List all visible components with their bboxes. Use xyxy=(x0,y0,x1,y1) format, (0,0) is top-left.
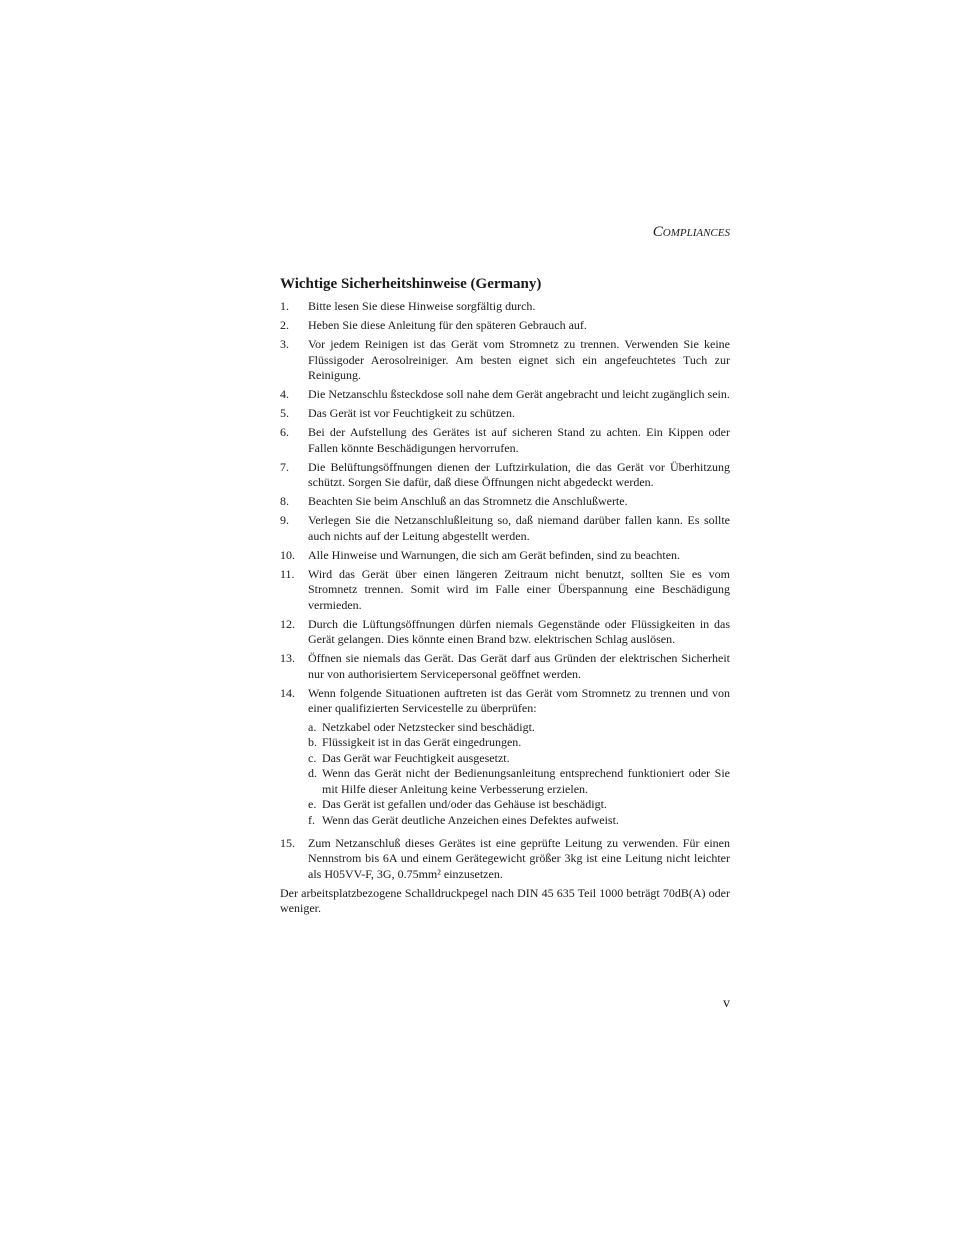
list-item xyxy=(280,494,730,510)
list-item xyxy=(280,299,730,315)
list-item xyxy=(280,337,730,384)
item-text: Wird das Gerät über einen längeren Zeitraum nicht benutzt, sollten Sie es vom Stromnetz trennen. Somit wird im Falle einer Überspannung eine Beschädigung vermieden. xyxy=(308,566,730,612)
list-item xyxy=(280,387,730,403)
item-number: 14. xyxy=(280,685,295,700)
item-number: 13. xyxy=(280,651,295,665)
list-item xyxy=(280,686,730,833)
item-text: Verlegen Sie die Netzanschlußleitung so, daß niemand darüber fallen kann. Es sollte auch nichts auf der Leitung abgestellt werden. xyxy=(308,513,730,543)
item-number: 6. xyxy=(280,425,289,439)
running-head-rest: ompliances xyxy=(662,224,730,240)
sub-item-letter: c. xyxy=(308,750,317,765)
item-text: Zum Netzanschluß dieses Gerätes ist eine geprüfte Leitung zu verwenden. Für einen Nennstrom bis 6A und einem Gerätegewicht größer 3kg ist eine Leitung nicht leichter als H05VV-F, 3G, 0.75mm² einzusetzen. xyxy=(308,835,730,881)
sub-item-text: Flüssigkeit ist in das Gerät eingedrungen. xyxy=(322,735,522,749)
sub-list-item xyxy=(308,751,730,767)
item-text: Öffnen sie niemals das Gerät. Das Gerät darf aus Gründen der elektrischen Sicherheit nur von authorisiertem Servicepersonal geöffnet werden. xyxy=(308,651,730,681)
item-text: Heben Sie diese Anleitung für den späteren Gebrauch auf. xyxy=(308,318,587,332)
sub-list-item xyxy=(308,766,730,797)
item-number: 11. xyxy=(280,566,295,581)
sub-list-item xyxy=(308,797,730,813)
item-text: Beachten Sie beim Anschluß an das Stromnetz die Anschlußwerte. xyxy=(308,494,628,508)
section-title: Wichtige Sicherheitshinweise (Germany) xyxy=(280,276,542,292)
list-item xyxy=(280,406,730,422)
item-number: 15. xyxy=(280,835,295,850)
item-text: Durch die Lüftungsöffnungen dürfen niemals Gegenstände oder Flüssigkeiten in das Gerät gelangen. Dies könnte einen Brand bzw. elektrischen Schlag auslösen. xyxy=(308,616,730,646)
item-number: 2. xyxy=(280,318,289,332)
sub-item-text: Das Gerät ist gefallen und/oder das Gehäuse ist beschädigt. xyxy=(322,797,607,811)
list-item xyxy=(280,651,730,682)
item-text: Bei der Aufstellung des Gerätes ist auf sicheren Stand zu achten. Ein Kippen oder Fallen könnte Beschädigungen hervorrufen. xyxy=(308,425,730,455)
item-text: Das Gerät ist vor Feuchtigkeit zu schützen. xyxy=(308,406,515,420)
item-text: Vor jedem Reinigen ist das Gerät vom Stromnetz zu trennen. Verwenden Sie keine Flüssigoder Aerosolreiniger. Am besten eignet sich ein angefeuchtetes Tuch zur Reinigung. xyxy=(308,337,730,382)
item-number: 12. xyxy=(280,616,295,631)
safety-list xyxy=(280,299,730,882)
sub-item-letter: e. xyxy=(308,797,317,811)
list-item xyxy=(280,548,730,564)
item-number: 3. xyxy=(280,337,289,351)
item-text: Die Netzanschlu ßsteckdose soll nahe dem Gerät angebracht und leicht zugänglich sein. xyxy=(308,387,730,401)
sub-item-letter: b. xyxy=(308,735,317,749)
running-head xyxy=(560,224,730,241)
sub-list-item xyxy=(308,720,730,736)
sub-item-text: Wenn das Gerät nicht der Bedienungsanleitung entsprechend funktioniert oder Sie mit Hilfe dieser Anleitung keine Verbesserung erzielen. xyxy=(322,766,730,796)
sub-item-text: Wenn das Gerät deutliche Anzeichen eines Defektes aufweist. xyxy=(322,812,619,827)
item-number: 4. xyxy=(280,387,289,401)
sub-item-text: Netzkabel oder Netzstecker sind beschädigt. xyxy=(322,719,535,734)
sub-list-item xyxy=(308,813,730,829)
item-body xyxy=(308,686,730,833)
item-text: Alle Hinweise und Warnungen, die sich am Gerät befinden, sind zu beachten. xyxy=(308,547,681,562)
item-number: 8. xyxy=(280,494,289,508)
main-content xyxy=(280,275,730,917)
sub-item-letter: f. xyxy=(308,812,315,827)
item-text: Die Belüftungsöffnungen dienen der Luftzirkulation, die das Gerät vor Überhitzung schützt. Sorgen Sie dafür, daß diese Öffnungen nicht abgedeckt werden. xyxy=(308,459,730,489)
sub-item-text: Das Gerät war Feuchtigkeit ausgesetzt. xyxy=(322,750,510,765)
running-head-initial: C xyxy=(652,224,663,240)
item-number: 9. xyxy=(280,513,289,527)
item-number: 1. xyxy=(280,299,289,313)
item-number: 5. xyxy=(280,406,289,420)
list-item xyxy=(280,617,730,648)
sub-item-letter: a. xyxy=(308,719,317,734)
list-item xyxy=(280,460,730,491)
item-text: Wenn folgende Situationen auftreten ist das Gerät vom Stromnetz zu trennen und von einer qualifizierten Servicestelle zu überprüfen: xyxy=(308,685,730,715)
item-text: Bitte lesen Sie diese Hinweise sorgfältig durch. xyxy=(308,299,536,313)
item-number: 10. xyxy=(280,547,295,562)
item-number: 7. xyxy=(280,459,289,474)
closing-paragraph: Der arbeitsplatzbezogene Schalldruckpegel nach DIN 45 635 Teil 1000 beträgt 70dB(A) oder weniger. xyxy=(280,885,730,915)
page-number: v xyxy=(723,996,730,1011)
list-item xyxy=(280,425,730,456)
list-item xyxy=(280,513,730,544)
list-item xyxy=(280,836,730,883)
sub-list xyxy=(308,720,730,829)
sub-list-item xyxy=(308,735,730,751)
sub-item-letter: d. xyxy=(308,766,317,780)
list-item xyxy=(280,318,730,334)
list-item xyxy=(280,567,730,614)
